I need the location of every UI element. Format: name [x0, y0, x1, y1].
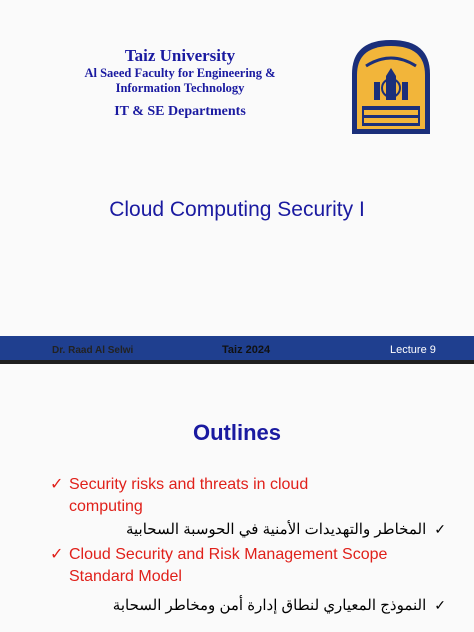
check-icon: ✓: [434, 521, 446, 537]
outline-item-line-1: Cloud Security and Risk Management Scope: [69, 546, 388, 563]
outline-item-text: [69, 474, 308, 518]
check-icon: ✓: [434, 597, 446, 613]
faculty-line-1: Al Saeed Faculty for Engineering &: [84, 66, 276, 80]
lecture-number: Lecture 9: [390, 344, 436, 356]
slide-title: Cloud Computing Security I: [109, 198, 365, 221]
university-logo-icon: [342, 36, 440, 136]
outline-item-line-1: Security risks and threats in cloud: [69, 476, 309, 493]
university-header: [40, 46, 320, 120]
check-icon: ✓: [50, 476, 64, 493]
departments: IT & SE Departments: [114, 104, 246, 119]
faculty-line-2: Information Technology: [115, 81, 245, 95]
outline-slide: [0, 364, 474, 632]
outline-item-text: [69, 544, 387, 588]
outline-item-line-2: computing: [69, 498, 143, 515]
outline-item-arabic: [46, 520, 446, 538]
arabic-text: النموذج المعياري لنطاق إدارة أمن ومخاطر السحابة: [112, 597, 427, 614]
outline-heading: Outlines: [192, 420, 281, 445]
arabic-text: المخاطر والتهديدات الأمنية في الحوسبة السحابية: [125, 521, 427, 538]
check-icon: ✓: [50, 546, 64, 563]
university-name: Taiz University: [124, 46, 236, 65]
place-year: Taiz 2024: [222, 344, 271, 356]
author-name: Dr. Raad Al Selwi: [52, 345, 134, 356]
outline-item-line-2: Standard Model: [69, 568, 182, 585]
outline-item-arabic: [46, 596, 446, 614]
